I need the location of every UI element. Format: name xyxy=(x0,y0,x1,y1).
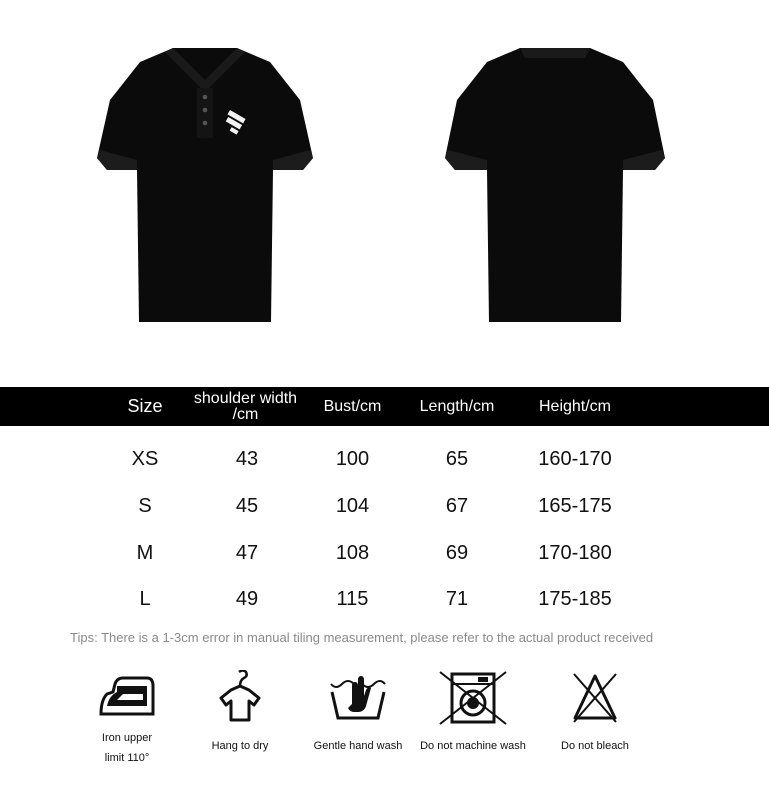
cell-shoulder: 49 xyxy=(235,587,259,610)
header-size: Size xyxy=(127,396,163,416)
no-machine-wash-icon xyxy=(438,670,508,726)
care-item-hang xyxy=(180,670,300,756)
cell-bust: 115 xyxy=(336,587,369,610)
cell-length: 65 xyxy=(445,447,469,470)
cell-height: 170-180 xyxy=(538,541,612,564)
care-label-iron-2: limit 110° xyxy=(104,752,150,764)
measurement-tips: Tips: There is a 1-3cm error in manual tiling measurement, please refer to the actual product received xyxy=(70,630,654,645)
header-height: Height/cm xyxy=(538,397,612,415)
care-instructions xyxy=(0,670,769,800)
hand-wash-icon xyxy=(328,670,388,726)
cell-height: 165-175 xyxy=(538,494,612,517)
hang-dry-icon xyxy=(215,670,265,726)
care-item-handwash xyxy=(298,670,418,756)
product-images xyxy=(0,0,769,370)
table-row xyxy=(0,576,769,622)
no-bleach-icon xyxy=(570,670,620,726)
polo-front-image xyxy=(95,40,315,330)
cell-shoulder: 43 xyxy=(235,447,259,470)
cell-bust: 108 xyxy=(335,541,370,564)
cell-bust: 104 xyxy=(335,494,370,517)
cell-size: L xyxy=(139,587,151,610)
cell-shoulder: 45 xyxy=(235,494,259,517)
table-row xyxy=(0,483,769,529)
care-label-handwash: Gentle hand wash xyxy=(313,740,403,752)
care-item-no-machine xyxy=(413,670,533,756)
header-shoulder-line1: shoulder width xyxy=(193,389,298,407)
header-length: Length/cm xyxy=(419,397,495,415)
header-shoulder-width xyxy=(178,387,313,426)
care-label-no-machine: Do not machine wash xyxy=(420,740,526,752)
cell-size: XS xyxy=(131,447,159,470)
cell-length: 69 xyxy=(445,541,469,564)
table-row xyxy=(0,436,769,482)
size-table-header xyxy=(0,387,769,426)
care-item-iron xyxy=(67,670,187,768)
care-label-no-bleach: Do not bleach xyxy=(561,740,629,752)
cell-size: M xyxy=(136,541,154,564)
cell-height: 160-170 xyxy=(538,447,612,470)
care-item-no-bleach xyxy=(535,670,655,756)
cell-shoulder: 47 xyxy=(235,541,259,564)
polo-back-image xyxy=(445,40,665,330)
table-row xyxy=(0,530,769,576)
cell-size: S xyxy=(138,494,152,517)
iron-icon xyxy=(97,670,157,722)
care-label-iron-1: Iron upper xyxy=(101,732,153,744)
cell-height: 175-185 xyxy=(538,587,612,610)
header-bust: Bust/cm xyxy=(323,397,382,415)
cell-bust: 100 xyxy=(335,447,370,470)
care-label-hang: Hang to dry xyxy=(211,740,269,752)
cell-length: 67 xyxy=(445,494,469,517)
header-shoulder-line2: /cm xyxy=(232,405,259,423)
cell-length: 71 xyxy=(445,587,469,610)
